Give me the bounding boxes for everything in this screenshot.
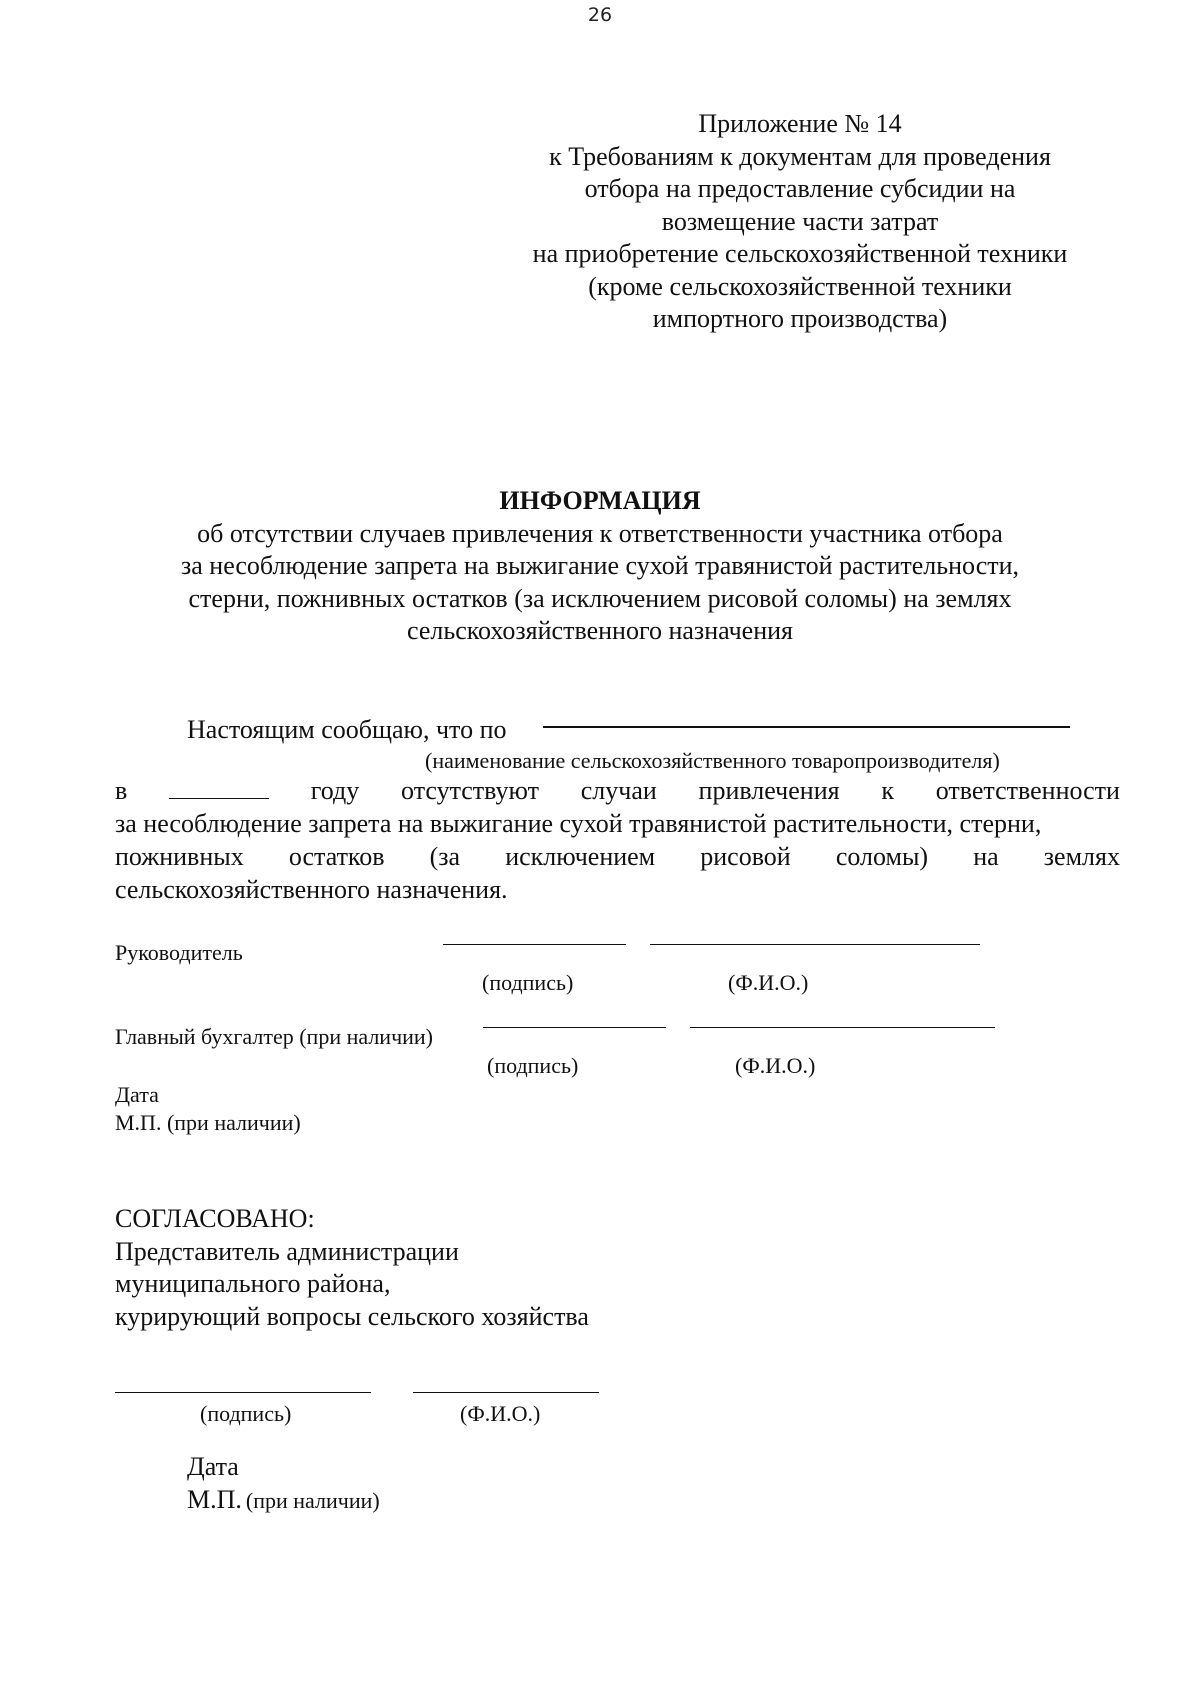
subtitle-line: сельскохозяйственного назначения xyxy=(406,615,794,645)
appendix-line: на приобретение сельскохозяйственной техники xyxy=(532,239,1068,268)
appendix-line: к Требованиям к документам для проведения xyxy=(549,141,1051,171)
body-word: землях xyxy=(1043,842,1120,871)
approval-name-line[interactable] xyxy=(413,1392,599,1393)
approval-name-caption: (Ф.И.О.) xyxy=(460,1401,541,1426)
body-word: в xyxy=(115,776,128,805)
page-number: 26 xyxy=(587,4,613,26)
head-signature-line[interactable] xyxy=(443,944,626,945)
accountant-signature-line[interactable] xyxy=(483,1027,666,1028)
body-word: пожнивных xyxy=(115,842,244,871)
body-word: исключением xyxy=(505,842,656,871)
stamp-label: М.П. (при наличии) xyxy=(115,1110,301,1135)
approval-heading: СОГЛАСОВАНО: xyxy=(115,1204,315,1233)
approval-line: курирующий вопросы сельского хозяйства xyxy=(115,1301,589,1331)
appendix-line: Приложение № 14 xyxy=(698,109,902,138)
approval-signature-caption: (подпись) xyxy=(200,1401,292,1426)
approval-line: Представитель администрации xyxy=(115,1236,459,1266)
intro-text: Настоящим сообщаю, что по xyxy=(187,715,507,744)
approval-line: муниципального района, xyxy=(115,1269,391,1298)
body-word: к xyxy=(881,776,894,805)
approval-block xyxy=(115,1203,589,1333)
appendix-line: импортного производства) xyxy=(652,304,948,333)
producer-caption: (наименование сельскохозяйственного товаропроизводителя) xyxy=(425,748,1000,773)
date-label: Дата xyxy=(115,1082,159,1107)
body-word: ответственности xyxy=(935,776,1120,805)
producer-name-field[interactable] xyxy=(543,726,1070,728)
body-word: году xyxy=(310,776,360,805)
body-line-2: за несоблюдение запрета на выжигание сухой травянистой растительности, стерни, xyxy=(115,809,1042,838)
appendix-header xyxy=(500,108,1100,336)
body-line-3 xyxy=(115,841,1120,873)
accountant-name-caption: (Ф.И.О.) xyxy=(735,1053,816,1078)
subtitle-line: об отсутствии случаев привлечения к ответственности участника отбора xyxy=(197,519,1003,548)
accountant-name-line[interactable] xyxy=(690,1027,995,1028)
body-word: (за xyxy=(429,842,461,871)
body-word: соломы) xyxy=(835,842,929,871)
body-word: на xyxy=(973,842,999,871)
body-word: привлечения xyxy=(698,776,840,805)
year-field[interactable] xyxy=(169,776,269,799)
approval-stamp-suffix: (при наличии) xyxy=(245,1488,380,1513)
approval-signature-line[interactable] xyxy=(115,1392,371,1393)
body-line-4: сельскохозяйственного назначения. xyxy=(115,875,508,904)
subtitle-line: за несоблюдение запрета на выжигание сухой травянистой растительности, xyxy=(180,551,1020,581)
body-word: рисовой xyxy=(700,842,791,871)
accountant-label: Главный бухгалтер (при наличии) xyxy=(115,1024,434,1049)
approval-date-label: Дата xyxy=(187,1452,239,1481)
body-word: отсутствуют xyxy=(401,776,539,805)
head-name-line[interactable] xyxy=(650,944,980,945)
accountant-signature-caption: (подпись) xyxy=(487,1053,579,1078)
approval-stamp xyxy=(187,1485,380,1515)
appendix-line: отбора на предоставление субсидии на xyxy=(584,174,1016,203)
approval-stamp-prefix: М.П. xyxy=(187,1485,242,1514)
body-word: случаи xyxy=(580,776,657,805)
appendix-line: возмещение части затрат xyxy=(661,206,939,236)
subtitle-line: стерни, пожнивных остатков (за исключением рисовой соломы) на землях xyxy=(188,583,1012,613)
body-line-1 xyxy=(115,775,1120,807)
document-title: ИНФОРМАЦИЯ xyxy=(499,486,701,515)
appendix-line: (кроме сельскохозяйственной техники xyxy=(588,271,1012,301)
head-name-caption: (Ф.И.О.) xyxy=(728,970,809,995)
body-word: остатков xyxy=(288,842,385,871)
head-signature-caption: (подпись) xyxy=(482,970,574,995)
document-subtitle xyxy=(130,518,1070,647)
head-label: Руководитель xyxy=(115,940,243,965)
